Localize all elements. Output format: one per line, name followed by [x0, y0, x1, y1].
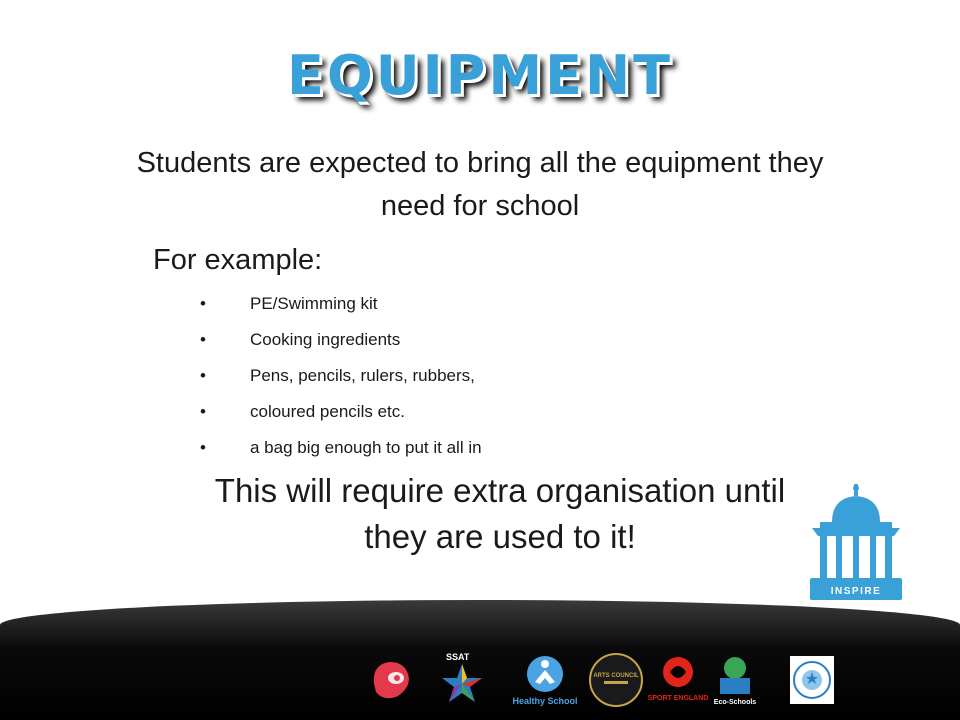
list-item	[200, 326, 482, 362]
ssat-logo	[432, 650, 492, 710]
intro-text: Students are expected to bring all the equipment they need for school	[136, 147, 824, 222]
eco-schools-label: Eco-Schools	[713, 699, 757, 706]
red-swirl-logo	[368, 656, 416, 704]
healthy-school-logo	[510, 654, 580, 708]
footer-logos	[360, 650, 920, 710]
ssat-label: SSAT	[446, 652, 470, 662]
sport-england-label: SPORT ENGLAND	[647, 695, 709, 702]
sport-england-logo	[647, 654, 709, 708]
eco-schools-logo	[710, 654, 760, 708]
bandstand-icon	[810, 484, 902, 600]
healthy-school-label: Healthy School	[512, 696, 578, 706]
arts-council-label: ARTS COUNCIL	[593, 673, 639, 679]
rights-respecting-badge	[790, 656, 834, 704]
inspire-logo	[802, 484, 912, 602]
list-item-label: a bag big enough to put it all in	[250, 438, 482, 457]
equipment-list	[200, 290, 482, 470]
inspire-label: INSPIRE	[830, 586, 882, 597]
bullet-icon: •	[200, 366, 206, 385]
arts-council-logo	[588, 650, 644, 710]
closing-text: This will require extra organisation until they are used to it!	[214, 472, 786, 555]
list-item-label: Pens, pencils, rulers, rubbers,	[250, 366, 475, 385]
list-item	[200, 398, 482, 434]
bullet-icon: •	[200, 294, 206, 313]
bullet-icon: •	[200, 330, 206, 349]
list-item-label: Cooking ingredients	[250, 330, 401, 349]
list-item-label: coloured pencils etc.	[250, 402, 405, 421]
list-item	[200, 362, 482, 398]
bullet-icon: •	[200, 402, 206, 421]
list-item	[200, 290, 482, 326]
slide-title: EQUIPMENT	[287, 44, 673, 107]
example-heading: For example:	[153, 244, 323, 276]
list-item-label: PE/Swimming kit	[250, 294, 378, 313]
list-item	[200, 434, 482, 470]
bullet-icon: •	[200, 438, 206, 457]
